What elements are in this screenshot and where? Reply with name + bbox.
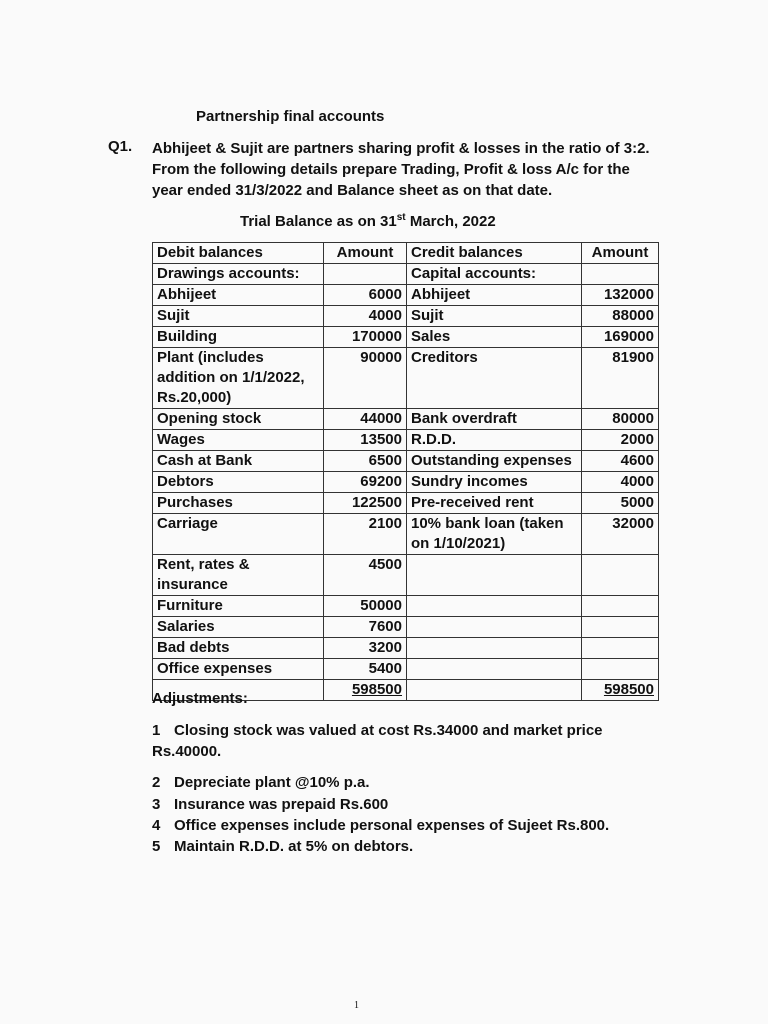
adjustment-number: 4 xyxy=(152,817,161,834)
credit-amount xyxy=(582,617,659,638)
credit-amount: 80000 xyxy=(582,409,659,430)
debit-label: Furniture xyxy=(153,596,324,617)
debit-label: Bad debts xyxy=(153,638,324,659)
debit-label: Purchases xyxy=(153,493,324,514)
credit-label: Bank overdraft xyxy=(407,409,582,430)
debit-amount: 7600 xyxy=(324,617,407,638)
adjustment-item xyxy=(152,720,672,762)
plant-label-line: addition on 1/1/2022, xyxy=(157,369,305,386)
debit-label: Carriage xyxy=(153,514,324,555)
credit-label xyxy=(407,514,582,555)
debit-amount: 13500 xyxy=(324,430,407,451)
debit-label: Debtors xyxy=(153,472,324,493)
credit-amount: 4000 xyxy=(582,472,659,493)
table-row xyxy=(153,348,659,409)
debit-label xyxy=(153,348,324,409)
credit-amount xyxy=(582,555,659,596)
adjustment-text: Closing stock was valued at cost Rs.34000 and market price xyxy=(174,722,603,739)
page-number: 1 xyxy=(354,1000,359,1011)
adjustment-item xyxy=(152,772,672,793)
plant-label-line: Plant (includes xyxy=(157,349,264,366)
adjustment-item xyxy=(152,794,672,815)
trial-balance-table xyxy=(152,242,659,701)
title-superscript: st xyxy=(396,212,406,223)
debit-label: Salaries xyxy=(153,617,324,638)
adjustment-number: 5 xyxy=(152,838,161,855)
adjustment-text: Maintain R.D.D. at 5% on debtors. xyxy=(174,838,414,855)
credit-label xyxy=(407,659,582,680)
debit-label: Wages xyxy=(153,430,324,451)
credit-label xyxy=(407,638,582,659)
credit-amount: 88000 xyxy=(582,306,659,327)
debit-amount: 122500 xyxy=(324,493,407,514)
question-text xyxy=(152,138,692,201)
header-amount: Amount xyxy=(324,243,407,264)
credit-label: Sundry incomes xyxy=(407,472,582,493)
table-row xyxy=(153,638,659,659)
plant-label-line: Rs.20,000) xyxy=(157,389,232,406)
table-row xyxy=(153,555,659,596)
total-debit: 598500 xyxy=(324,680,407,701)
credit-amount xyxy=(582,264,659,285)
question-line: From the following details prepare Trading, Profit & loss A/c for the xyxy=(152,161,630,178)
table-row xyxy=(153,409,659,430)
adjustment-item xyxy=(152,836,672,857)
table-row xyxy=(153,264,659,285)
credit-label: Outstanding expenses xyxy=(407,451,582,472)
rent-label-line: Rent, rates & xyxy=(157,556,250,573)
loan-label-line: 10% bank loan (taken xyxy=(411,515,564,532)
adjustment-text: Depreciate plant @10% p.a. xyxy=(174,774,370,791)
adjustment-item xyxy=(152,815,672,836)
adjustment-number: 2 xyxy=(152,774,161,791)
adjustment-text: Rs.40000. xyxy=(152,743,222,760)
credit-amount: 169000 xyxy=(582,327,659,348)
credit-label: Sales xyxy=(407,327,582,348)
debit-label: Cash at Bank xyxy=(153,451,324,472)
debit-amount: 50000 xyxy=(324,596,407,617)
credit-amount: 81900 xyxy=(582,348,659,409)
debit-label: Drawings accounts: xyxy=(153,264,324,285)
header-amount: Amount xyxy=(582,243,659,264)
credit-label: Pre-received rent xyxy=(407,493,582,514)
debit-label xyxy=(153,555,324,596)
question-line: Abhijeet & Sujit are partners sharing profit & losses in the ratio of 3:2. xyxy=(152,140,650,157)
table-row xyxy=(153,596,659,617)
total-credit: 598500 xyxy=(582,680,659,701)
debit-amount: 90000 xyxy=(324,348,407,409)
credit-label: Abhijeet xyxy=(407,285,582,306)
table-row xyxy=(153,306,659,327)
debit-label: Opening stock xyxy=(153,409,324,430)
title-text: Trial Balance as on 31 xyxy=(240,213,397,230)
debit-label: Office expenses xyxy=(153,659,324,680)
debit-amount: 6000 xyxy=(324,285,407,306)
credit-label xyxy=(407,555,582,596)
credit-amount: 5000 xyxy=(582,493,659,514)
credit-label: Creditors xyxy=(407,348,582,409)
debit-amount: 3200 xyxy=(324,638,407,659)
adjustment-text: Insurance was prepaid Rs.600 xyxy=(174,796,389,813)
adjustments-title: Adjustments: xyxy=(152,690,248,707)
debit-amount: 5400 xyxy=(324,659,407,680)
debit-amount: 4000 xyxy=(324,306,407,327)
debit-label: Sujit xyxy=(153,306,324,327)
debit-amount: 44000 xyxy=(324,409,407,430)
table-row xyxy=(153,430,659,451)
table-row xyxy=(153,451,659,472)
rent-label-line: insurance xyxy=(157,576,228,593)
table-row xyxy=(153,617,659,638)
debit-amount: 69200 xyxy=(324,472,407,493)
debit-amount xyxy=(324,264,407,285)
title-text: March, 2022 xyxy=(405,213,496,230)
debit-label: Abhijeet xyxy=(153,285,324,306)
table-row xyxy=(153,285,659,306)
header-debit-balances: Debit balances xyxy=(153,243,324,264)
table-row xyxy=(153,659,659,680)
credit-amount xyxy=(582,659,659,680)
debit-label: Building xyxy=(153,327,324,348)
credit-amount: 4600 xyxy=(582,451,659,472)
credit-label: R.D.D. xyxy=(407,430,582,451)
total-label-empty xyxy=(407,680,582,701)
credit-amount xyxy=(582,638,659,659)
header-credit-balances: Credit balances xyxy=(407,243,582,264)
credit-label: Sujit xyxy=(407,306,582,327)
debit-amount: 170000 xyxy=(324,327,407,348)
question-line: year ended 31/3/2022 and Balance sheet as on that date. xyxy=(152,182,553,199)
credit-label xyxy=(407,617,582,638)
trial-balance-title xyxy=(240,212,496,230)
question-label: Q1. xyxy=(108,138,133,155)
credit-label: Capital accounts: xyxy=(407,264,582,285)
adjustment-text: Office expenses include personal expenses of Sujeet Rs.800. xyxy=(174,817,610,834)
table-header-row xyxy=(153,243,659,264)
loan-label-line: on 1/10/2021) xyxy=(411,535,506,552)
table-row xyxy=(153,327,659,348)
debit-amount: 4500 xyxy=(324,555,407,596)
credit-amount: 2000 xyxy=(582,430,659,451)
credit-amount: 132000 xyxy=(582,285,659,306)
document-heading: Partnership final accounts xyxy=(196,108,385,125)
credit-amount: 32000 xyxy=(582,514,659,555)
debit-amount: 2100 xyxy=(324,514,407,555)
credit-label xyxy=(407,596,582,617)
adjustment-number: 3 xyxy=(152,796,161,813)
table-row xyxy=(153,493,659,514)
debit-amount: 6500 xyxy=(324,451,407,472)
table-row xyxy=(153,514,659,555)
credit-amount xyxy=(582,596,659,617)
adjustment-number: 1 xyxy=(152,722,161,739)
table-row xyxy=(153,472,659,493)
